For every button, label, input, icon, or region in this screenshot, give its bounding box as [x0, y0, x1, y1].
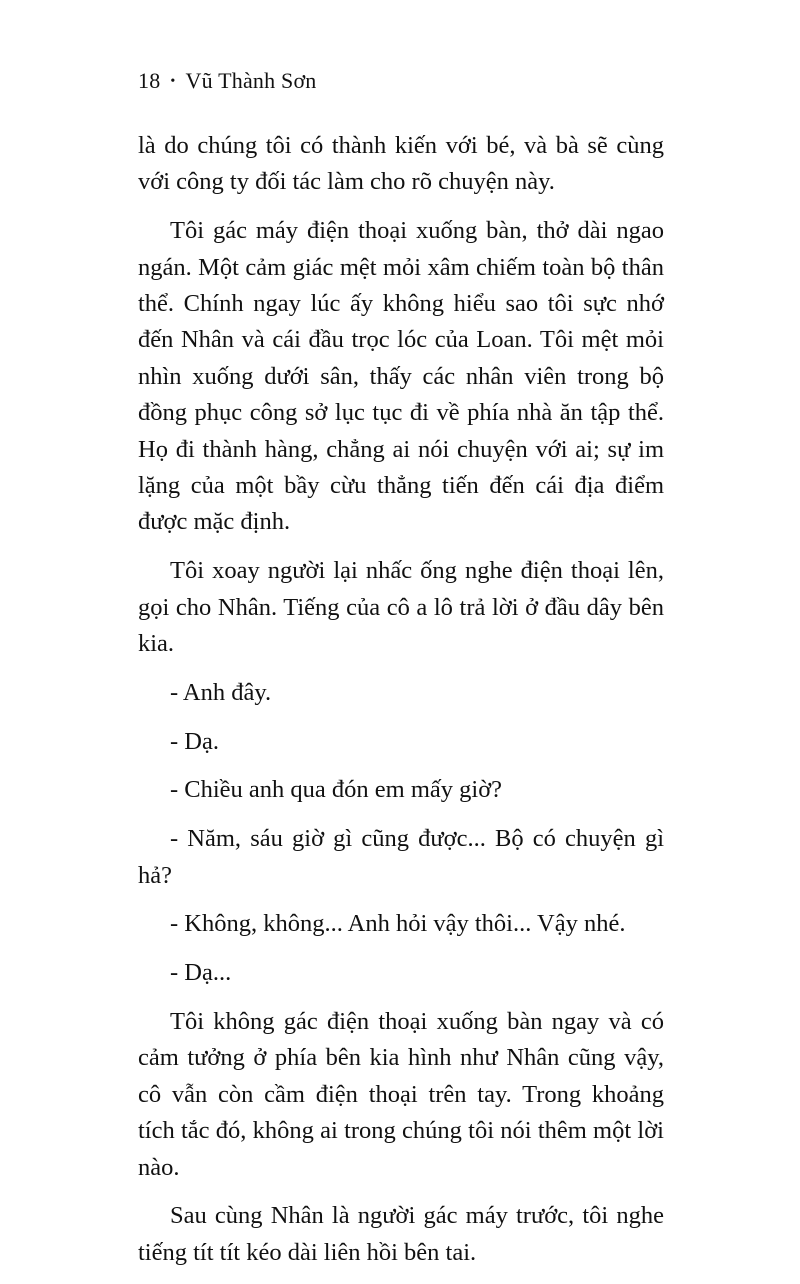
paragraph: Sau cùng Nhân là người gác máy trước, tôi nghe tiếng tít tít kéo dài liên hồi bên tai.: [138, 1202, 664, 1266]
paragraph: Tôi không gác điện thoại xuống bàn ngay và có cảm tưởng ở phía bên kia hình như Nhân cũng vậy, cô vẫn còn cầm điện thoại trên tay. Trong khoảng tích tắc đó, không ai trong chúng tôi nói thêm một lời nào.: [138, 1008, 664, 1181]
page-number: 18: [138, 68, 161, 93]
paragraph: là do chúng tôi có thành kiến với bé, và bà sẽ cùng với công ty đối tác làm cho rõ chuyện này.: [138, 132, 664, 196]
header-separator: •: [170, 74, 176, 89]
paragraph: Tôi gác máy điện thoại xuống bàn, thở dài ngao ngán. Một cảm giác mệt mỏi xâm chiếm toàn bộ thân thể. Chính ngay lúc ấy không hiểu sao tôi sực nhớ đến Nhân và cái đầu trọc lóc của Loan. Tôi mệt mỏi nhìn xuống dưới sân, thấy các nhân viên trong bộ đồng phục công sở lục tục đi về phía nhà ăn tập thể. Họ đi thành hàng, chẳng ai nói chuyện với ai; sự im lặng của một bầy cừu thẳng tiến đến cái địa điểm được mặc định.: [138, 217, 664, 536]
running-header: [138, 66, 316, 97]
dialogue-line: - Anh đây.: [170, 678, 272, 706]
body-text: [138, 128, 664, 1284]
dialogue-line: - Dạ...: [170, 959, 232, 987]
dialogue-line: - Không, không... Anh hỏi vậy thôi... Vậy nhé.: [170, 910, 626, 938]
author-name: Vũ Thành Sơn: [185, 68, 317, 93]
paragraph: Tôi xoay người lại nhấc ống nghe điện thoại lên, gọi cho Nhân. Tiếng của cô a lô trả lời ở đầu dây bên kia.: [138, 557, 664, 658]
dialogue-line: - Dạ.: [170, 727, 219, 755]
dialogue-line: - Chiều anh qua đón em mấy giờ?: [170, 776, 503, 804]
dialogue-line: - Năm, sáu giờ gì cũng được... Bộ có chuyện gì hả?: [138, 825, 664, 889]
